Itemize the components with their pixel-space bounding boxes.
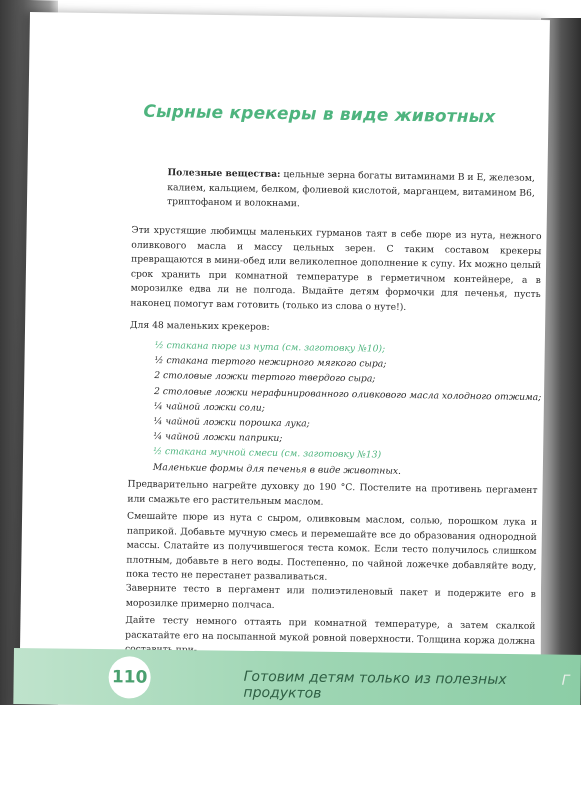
step-paragraph: Дайте тесту немного оттаять при комнатной температуре, а затем скалкой раскатайте его на посыпанной мукой ровной поверхности. Толщина коржа должна bbox=[125, 614, 536, 647]
ingredient-item: ½ стакана мучной смеси (см. заготовку №13) bbox=[153, 446, 382, 461]
ingredient-item: 2 столовые ложки тертого твердого сыра; bbox=[154, 370, 376, 385]
page-number: 110 bbox=[111, 667, 148, 688]
footer-band bbox=[13, 648, 581, 711]
intro-paragraph: Эти хрустящие любимцы маленьких гурманов таят в себе пюре из нута, нежного оливкового масла и массу цельных зерен. С таким составом крекеры превращаются в мини-обед или великолепное дополнение к супу. Их можно целый срок хранить при комнатной температуре в герметичном контейнере, а в морозилке едва ли не полгода. Выдайте детям формочки для печенья, пусть наконец помогут вам готовить (только из слова о нуте!). bbox=[130, 224, 542, 313]
page-number-badge bbox=[108, 656, 151, 699]
ingredient-list bbox=[153, 338, 545, 481]
ingredient-item: ¼ чайной ложки паприки; bbox=[153, 431, 283, 445]
nutrients-label: Полезные вещества: bbox=[167, 167, 281, 180]
book-page bbox=[19, 12, 550, 710]
next-page-fragment: Г bbox=[561, 672, 570, 689]
ingredient-item: ½ стакана тертого нежирного мягкого сыра; bbox=[154, 355, 387, 370]
ingredient-item: 2 столовые ложки нерафинированного оливкового масла холодного отжима; bbox=[153, 385, 542, 403]
ingredient-item: ¼ чайной ложки порошка лука; bbox=[153, 416, 310, 430]
scan-bottom-margin bbox=[0, 705, 581, 800]
book-title-footer: Готовим детям только из полезных продуктов bbox=[243, 668, 507, 702]
step-paragraph: Предварительно нагрейте духовку до 190 °С. Постелите на противень пергамент или смажьте его растительным маслом. bbox=[127, 478, 538, 508]
yield-line: Для 48 маленьких крекеров: bbox=[130, 319, 270, 333]
nutrients-text: цельные зерна богаты витаминами В и Е, железом, калием, кальцием, белком, фолиевой кислотой, марганцем, витамином В6, триптофаном и волокнами. bbox=[166, 168, 535, 210]
ingredient-item: ½ стакана пюре из нута (см. заготовку №10); bbox=[154, 340, 386, 355]
step-paragraph: Заверните тесто в пергамент или полиэтиленовый пакет и подержите его в морозилке примерно полчаса. bbox=[125, 582, 536, 611]
nutrients-paragraph bbox=[167, 166, 538, 215]
ingredient-item: ¼ чайной ложки соли; bbox=[153, 400, 265, 414]
recipe-title: Сырные крекеры в виде животных bbox=[143, 101, 496, 128]
ingredient-item: Маленькие формы для печенья в виде животных. bbox=[152, 461, 402, 477]
step-paragraph: Смешайте пюре из нута с сыром, оливковым маслом, солью, порошком лука и паприкой. Добавьте мучную смесь и перемешайте все до образования однородной массы. Слатайте из получившегося теста комок. Если тесто получилось слишком плотным, добавьте в него воды. Постепенно, по чайной ложечке добавляйте воду, пока тесто не перестанет разваливаться. bbox=[126, 510, 538, 583]
